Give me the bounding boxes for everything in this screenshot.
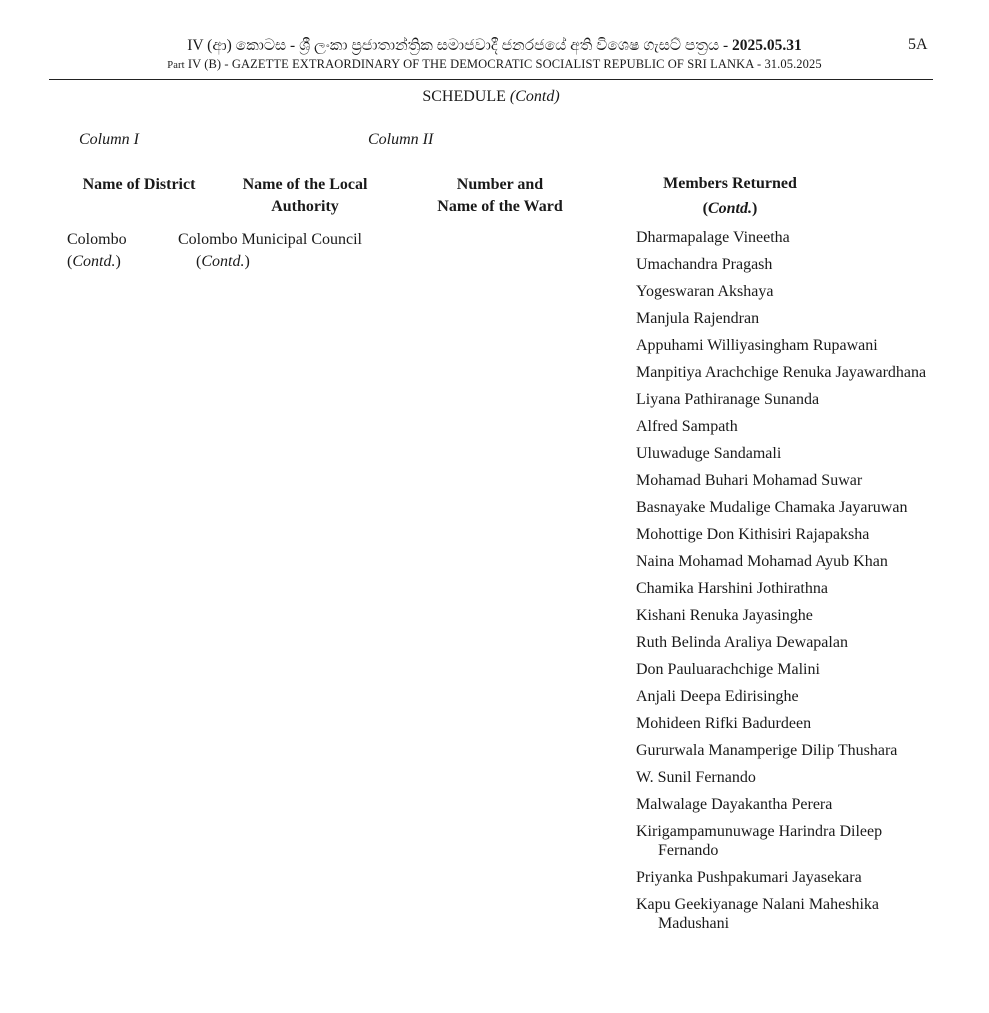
header-local-authority-line1: Name of the Local <box>242 176 368 193</box>
english-header <box>0 57 989 72</box>
header-divider <box>49 79 933 80</box>
schedule-title-text: SCHEDULE <box>422 88 506 105</box>
district-name: Colombo <box>67 231 127 248</box>
member-name: Basnayake Mudalige Chamaka Jayaruwan <box>636 499 908 516</box>
member-name: Appuhami Williyasingham Rupawani <box>636 337 878 354</box>
member-name: Kapu Geekiyanage Nalani Maheshika Madushani <box>636 896 880 932</box>
member-name: Kirigampamunuwage Harindra Dileep Fernando <box>636 823 883 859</box>
header-members-line2: (Contd.) <box>702 200 758 217</box>
header-district: Name of District <box>82 176 196 193</box>
member-name: Yogeswaran Akshaya <box>636 283 774 300</box>
member-name: Manjula Rajendran <box>636 310 760 327</box>
header-ward-line1: Number and <box>456 176 544 193</box>
district-contd-text: Contd. <box>72 253 116 270</box>
column-2-label: Column II <box>368 131 434 148</box>
member-name: Kishani Renuka Jayasinghe <box>636 607 813 624</box>
district-contd: (Contd.) <box>67 253 121 270</box>
member-name: Anjali Deepa Edirisinghe <box>636 688 799 705</box>
english-header-part: Part <box>167 60 185 71</box>
english-header-text: IV (B) - GAZETTE EXTRAORDINARY OF THE DEMOCRATIC SOCIALIST REPUBLIC OF SRI LANKA - 31.05.2025 <box>187 57 822 71</box>
header-local-authority <box>220 174 390 218</box>
district-cell <box>67 229 127 273</box>
header-local-authority-line2: Authority <box>271 198 339 215</box>
member-name: Chamika Harshini Jothirathna <box>636 580 828 597</box>
sinhala-header-text: IV (ආ) කොටස - ශ්‍රී ලංකා ප්‍රජාතාන්ත්‍රික සමාජවාදී ජනරජයේ අති විශෙෂ ගැසට් පත්‍රය - <box>187 37 729 54</box>
sinhala-header <box>0 37 989 55</box>
page-number: 5A <box>908 36 928 53</box>
member-name: Mohottige Don Kithisiri Rajapaksha <box>636 526 870 543</box>
schedule-title <box>0 88 982 106</box>
authority-contd-text: Contd. <box>201 253 245 270</box>
member-name: Uluwaduge Sandamali <box>636 445 782 462</box>
member-name: Liyana Pathiranage Sunanda <box>636 391 820 408</box>
member-name: Mohamad Buhari Mohamad Suwar <box>636 472 863 489</box>
member-name: Manpitiya Arachchige Renuka Jayawardhana <box>636 364 927 381</box>
member-name: Umachandra Pragash <box>636 256 773 273</box>
sinhala-header-date: 2025.05.31 <box>732 37 802 54</box>
member-name: Dharmapalage Vineetha <box>636 229 790 246</box>
header-ward-line2: Name of the Ward <box>437 198 563 215</box>
authority-name: Colombo Municipal Council <box>178 231 362 248</box>
member-name: Gururwala Manamperige Dilip Thushara <box>636 742 898 759</box>
header-members <box>640 171 820 221</box>
header-ward <box>420 174 580 218</box>
member-name: Malwalage Dayakantha Perera <box>636 796 833 813</box>
header-members-line1: Members Returned <box>663 175 797 192</box>
member-name: Alfred Sampath <box>636 418 738 435</box>
authority-cell <box>178 229 362 273</box>
member-name: Ruth Belinda Araliya Dewapalan <box>636 634 848 651</box>
column-1-label: Column I <box>79 131 139 148</box>
member-name: W. Sunil Fernando <box>636 769 756 786</box>
header-members-contd: Contd. <box>707 200 752 217</box>
schedule-contd: (Contd) <box>509 88 560 105</box>
members-list <box>636 228 936 941</box>
member-name: Naina Mohamad Mohamad Ayub Khan <box>636 553 888 570</box>
member-name: Don Pauluarachchige Malini <box>636 661 820 678</box>
member-name: Priyanka Pushpakumari Jayasekara <box>636 869 862 886</box>
member-name: Mohideen Rifki Badurdeen <box>636 715 812 732</box>
authority-contd: (Contd.) <box>196 253 250 270</box>
